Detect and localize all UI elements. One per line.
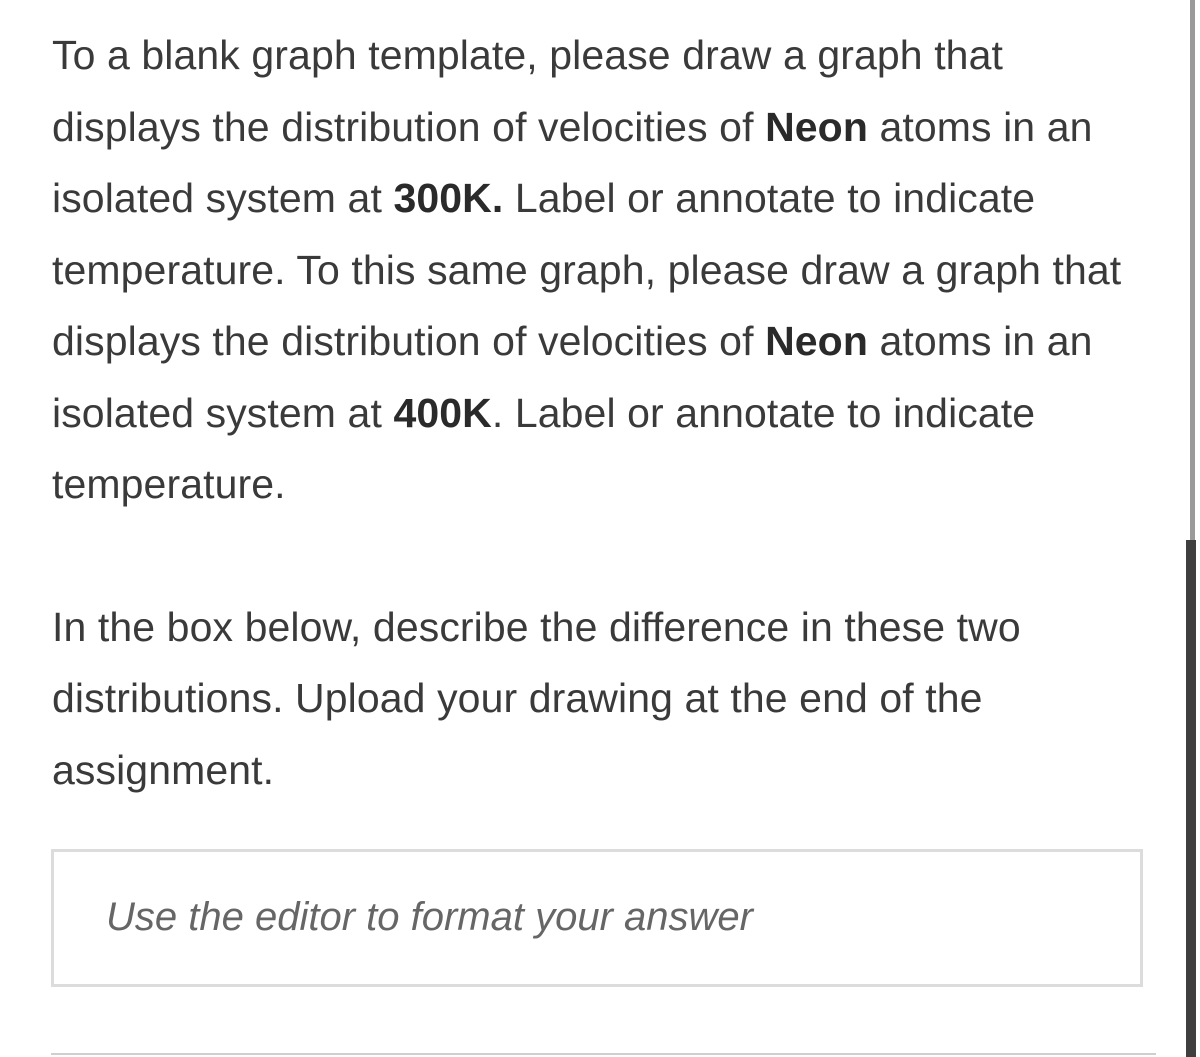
question-text: atoms in an isolated system at xyxy=(52,103,1093,221)
answer-editor-placeholder: Use the editor to format your answer xyxy=(106,895,753,939)
question-paragraph-2: In the box below, describe the difference in these two distributions. Upload your drawing at the end of the assignment. xyxy=(52,603,1021,793)
scrollbar-thumb-upper[interactable] xyxy=(1190,0,1195,540)
question-text: atoms in an isolated system at xyxy=(52,318,1093,436)
question-text: Label or annotate to indicate temperature. To this same graph, please draw a graph that displays the distribution of velocities of xyxy=(52,175,1122,364)
divider xyxy=(51,1053,1156,1055)
question-emphasis-temperature-400k: 400K xyxy=(393,389,492,436)
question-emphasis-neon: Neon xyxy=(765,103,868,150)
question-emphasis-temperature-300k: 300K. xyxy=(393,175,504,221)
question-paragraph-1 xyxy=(52,20,1162,521)
question-emphasis-neon: Neon xyxy=(765,318,868,364)
answer-editor[interactable] xyxy=(51,849,1143,987)
question-text: To a blank graph template, please draw a graph that displays the distribution of velocities of xyxy=(52,32,1003,150)
question-text: . Label or annotate to indicate temperature. xyxy=(52,389,1036,507)
question-prompt xyxy=(52,20,1162,806)
scrollbar-thumb[interactable] xyxy=(1186,540,1196,1057)
